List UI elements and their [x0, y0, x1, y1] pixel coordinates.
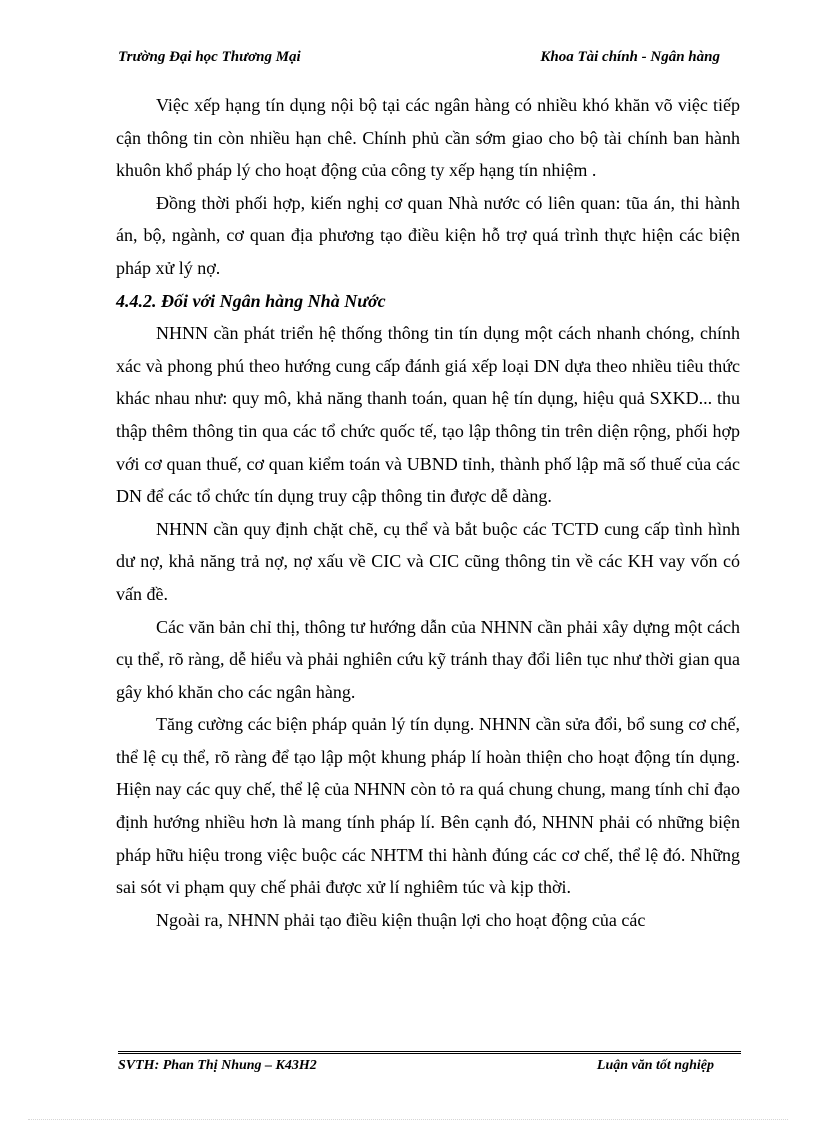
document-body [116, 89, 740, 936]
paragraph-2: Đồng thời phối hợp, kiến nghị cơ quan Nhà nước có liên quan: tũa án, thi hành án, bộ, ngành, cơ quan địa phương tạo điều kiện hỗ trợ quá trình thực hiện các biện pháp xử lý nợ. [116, 192, 740, 278]
footer-divider [118, 1051, 741, 1054]
header-school: Trường Đại học Thương Mại [118, 49, 301, 65]
header-faculty: Khoa Tài chính - Ngân hàng [540, 49, 720, 65]
paragraph-3: NHNN cần phát triển hệ thống thông tin tín dụng một cách nhanh chóng, chính xác và phong phú theo hướng cung cấp đánh giá xếp loại DN dựa theo nhiều tiêu thức khác nhau như: quy mô, khả năng thanh toán, quan hệ tín dụng, hiệu quả SXKD... thu thập thêm thông tin qua các tổ chức quốc tế, tạo lập thông tin trên diện rộng, phối hợp với cơ quan thuế, cơ quan kiểm toán và UBND tỉnh, thành phố lập mã số thuế của các DN để các tổ chức tín dụng truy cập thông tin được dễ dàng. [116, 323, 740, 507]
page-header [118, 49, 720, 71]
paragraph-4: NHNN cần quy định chặt chẽ, cụ thể và bắt buộc các TCTD cung cấp tình hình dư nợ, khả năng trả nợ, nợ xấu về CIC và CIC cũng thông tin về các KH vay vốn có vấn đề. [116, 518, 740, 604]
footer-author: SVTH: Phan Thị Nhung – K43H2 [118, 1058, 317, 1073]
paragraph-6: Tăng cường các biện pháp quản lý tín dụng. NHNN cần sửa đổi, bổ sung cơ chế, thể lệ cụ thể, rõ ràng để tạo lập một khung pháp lí hoàn thiện cho hoạt động tín dụng. Hiện nay các quy chế, thể lệ của NHNN còn tỏ ra quá chung chung, mang tính chỉ đạo định hướng nhiều hơn là mang tính pháp lí. Bên cạnh đó, NHNN phải có những biện pháp hữu hiệu trong việc buộc các NHTM thi hành đúng các cơ chế, thể lệ đó. Những sai sót vi phạm quy chế phải được xử lí nghiêm túc và kịp thời. [116, 714, 740, 898]
section-heading: 4.4.2. Đối với Ngân hàng Nhà Nước [116, 290, 386, 311]
page-edge-divider [28, 1119, 788, 1120]
footer-thesis-label: Luận văn tốt nghiệp [596, 1058, 714, 1073]
page-footer [118, 1058, 714, 1080]
paragraph-7: Ngoài ra, NHNN phải tạo điều kiện thuận lợi cho hoạt động của các [156, 909, 646, 930]
paragraph-5: Các văn bản chỉ thị, thông tư hướng dẫn của NHNN cần phải xây dựng một cách cụ thể, rõ ràng, dễ hiểu và phải nghiên cứu kỹ tránh thay đổi liên tục như thời gian qua gây khó khăn cho các ngân hàng. [116, 616, 740, 702]
paragraph-1: Việc xếp hạng tín dụng nội bộ tại các ngân hàng có nhiều khó khăn võ việc tiếp cận thông tin còn nhiều hạn chê. Chính phủ cần sớm giao cho bộ tài chính ban hành khuôn khổ pháp lý cho hoạt động của công ty xếp hạng tín nhiệm . [116, 95, 740, 181]
